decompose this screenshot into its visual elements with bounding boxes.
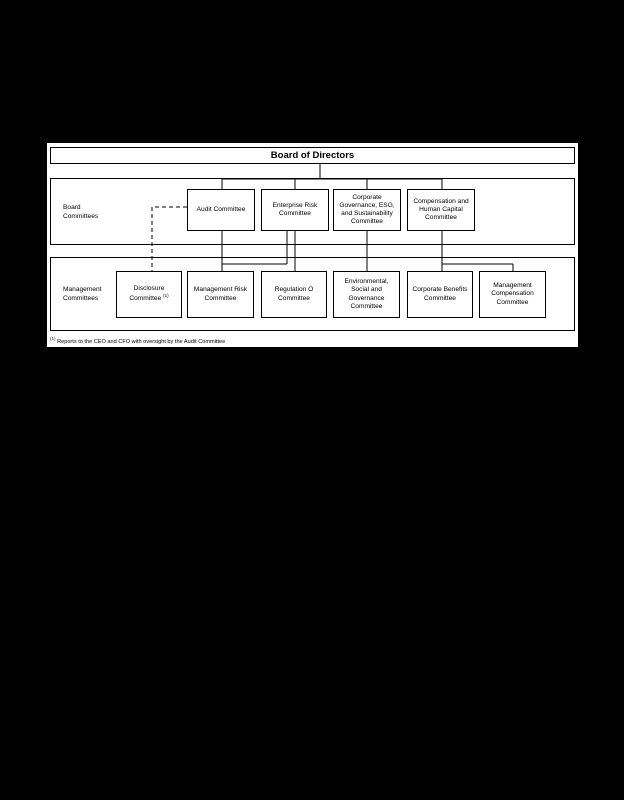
org-chart (47, 143, 578, 347)
board-of-directors-box: Board of Directors (50, 147, 575, 164)
footnote-text: Reports to the CEO and CFO with oversight by the Audit Committee (57, 338, 226, 345)
regulation-o-committee-box: Regulation O Committee (261, 271, 327, 318)
disclosure-committee-box (116, 271, 182, 318)
footnote-marker: (1) (50, 336, 56, 341)
governance-esg-committee-box: Corporate Governance, ESG, and Sustainability Committee (333, 189, 401, 231)
management-risk-committee-box: Management Risk Committee (187, 271, 254, 318)
corporate-benefits-committee-box: Corporate Benefits Committee (407, 271, 473, 318)
footnote (50, 336, 225, 345)
management-compensation-committee-box: Management Compensation Committee (479, 271, 546, 318)
esg-management-committee-box: Environmental, Social and Governance Committee (333, 271, 400, 318)
compensation-committee-box: Compensation and Human Capital Committee (407, 189, 475, 231)
board-committees-label: Board Committees (63, 204, 99, 220)
management-committees-label: Management Committees (63, 286, 102, 302)
disclosure-footnote-marker: (1) (163, 293, 169, 299)
enterprise-risk-committee-box: Enterprise Risk Committee (261, 189, 329, 231)
audit-committee-box: Audit Committee (187, 189, 255, 231)
disclosure-committee-label: Disclosure Committee (129, 285, 165, 303)
